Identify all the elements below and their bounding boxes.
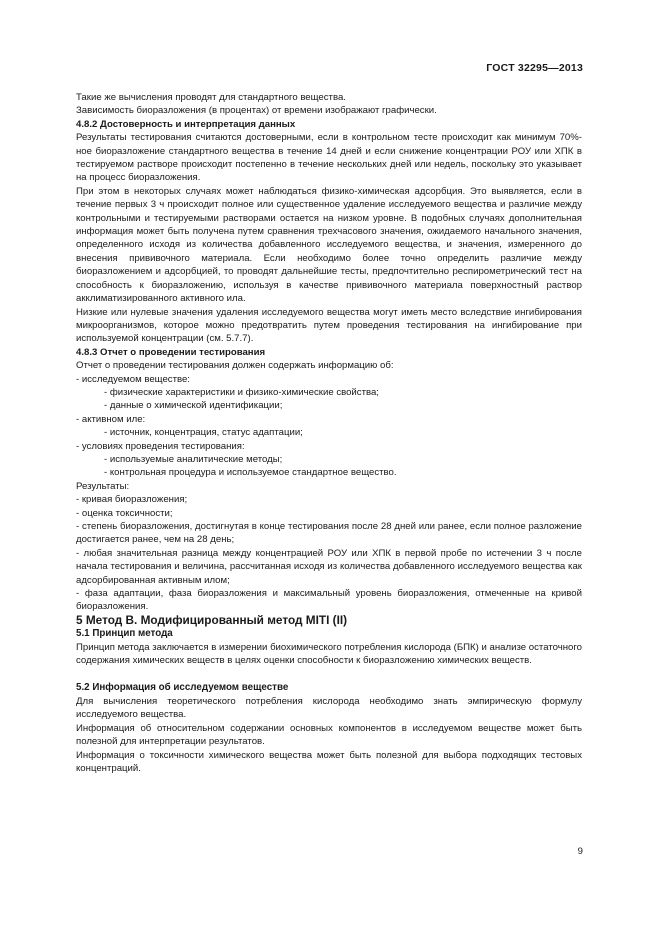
list-item: - кривая биоразложения; <box>76 494 188 506</box>
subsection-heading: 5.1 Принцип метода <box>76 628 173 640</box>
text-line: Отчет о проведении тестирования должен содержать информацию об: <box>76 360 394 372</box>
subsection-heading: 4.8.3 Отчет о проведении тестирования <box>76 346 266 358</box>
text-line: Зависимость биоразложения (в процентах) от времени изображают графически. <box>76 105 437 117</box>
list-subitem: - физические характеристики и физико-химические свойства; <box>104 386 379 398</box>
list-subitem: - контрольная процедура и используемое стандартное вещество. <box>104 467 397 479</box>
paragraph: Для вычисления теоретического потребления кислорода необходимо знать эмпирическую формулу исследуемого вещества. <box>76 695 582 721</box>
paragraph: Результаты тестирования считаются достоверными, если в контрольном тесте происходит как минимум 70%-ное биоразложение стандартного вещества в течение 14 дней и если снижение концентрации РОУ или ХПК в тестируемом растворе происходит постепенно в течение нескольких дней или недель, поскольку это указывает на процесс биоразложения. <box>76 132 582 184</box>
section-title: 5 Метод В. Модифицированный метод MITI (II) <box>76 612 348 627</box>
list-subitem: - данные о химической идентификации; <box>104 400 283 412</box>
list-item: - любая значительная разница между концентрацией РОУ или ХПК в первой пробе по истечении 3 ч после начала тестирования и величина, рассчитанная исходя из количества добавленного исследуемого вещества как адсорбированная активным илом; <box>76 547 582 586</box>
list-item: - исследуемом веществе: <box>76 373 190 385</box>
list-item: - активном иле: <box>76 413 146 425</box>
paragraph: При этом в некоторых случаях может наблюдаться физико-химическая адсорбция. Это выявляется, если в течение первых 3 ч происходит полное или существенное удаление исследуемого вещества и различие между контрольными и тестируемыми растворами остается на низком уровне. В подобных случаях дополнительная информация может быть получена путем сравнения трехчасового значения, ожидаемого начального значения, определенного исходя из количества добавленного исследуемого вещества, и значения, измеренного до внесения прививочного материала. Если необходимо более точно определить различие между биоразложением и адсорбцией, то проводят дальнейшие тесты, предпочтительно респирометрический тест на способность к биоразложению, используя в качестве прививочного материала поверхностный раствор акклиматизированного активного ила. <box>76 185 582 305</box>
text-line: Результаты: <box>76 480 130 492</box>
page-number: 9 <box>577 846 583 857</box>
paragraph: Принцип метода заключается в измерении биохимического потребления кислорода (БПК) и анализе остаточного содержания химических веществ в целях оценки способности к биоразложению химических веществ. <box>76 641 582 667</box>
list-item: - оценка токсичности; <box>76 507 173 519</box>
text-line: Такие же вычисления проводят для стандартного вещества. <box>76 92 346 103</box>
list-subitem: - источник, концентрация, статус адаптации; <box>104 427 303 439</box>
subsection-heading: 5.2 Информация об исследуемом веществе <box>76 682 289 694</box>
list-item: - фаза адаптации, фаза биоразложения и максимальный уровень биоразложения, отмеченные на кривой биоразложения. <box>76 588 582 613</box>
list-item: - условиях проведения тестирования: <box>76 440 245 452</box>
page-content <box>76 91 582 775</box>
standard-header: ГОСТ 32295—2013 <box>486 62 583 74</box>
paragraph: Информация об относительном содержании основных компонентов в исследуемом веществе может быть полезной для интерпретации результатов. <box>76 722 582 748</box>
paragraph: Низкие или нулевые значения удаления исследуемого вещества могут иметь место вследствие ингибирования микроорганизмов, которое можно предотвратить путем проведения тестирования на ингибирование при используемой концентрации (см. 5.7.7). <box>76 306 582 345</box>
list-subitem: - используемые аналитические методы; <box>104 453 283 465</box>
list-item: - степень биоразложения, достигнутая в конце тестирования после 28 дней или ранее, если полное разложение достигается ранее, чем на 28 день; <box>76 521 582 546</box>
subsection-heading: 4.8.2 Достоверность и интерпретация данных <box>76 118 296 130</box>
paragraph: Информация о токсичности химического вещества может быть полезной для выбора подходящих тестовых концентраций. <box>76 749 582 774</box>
